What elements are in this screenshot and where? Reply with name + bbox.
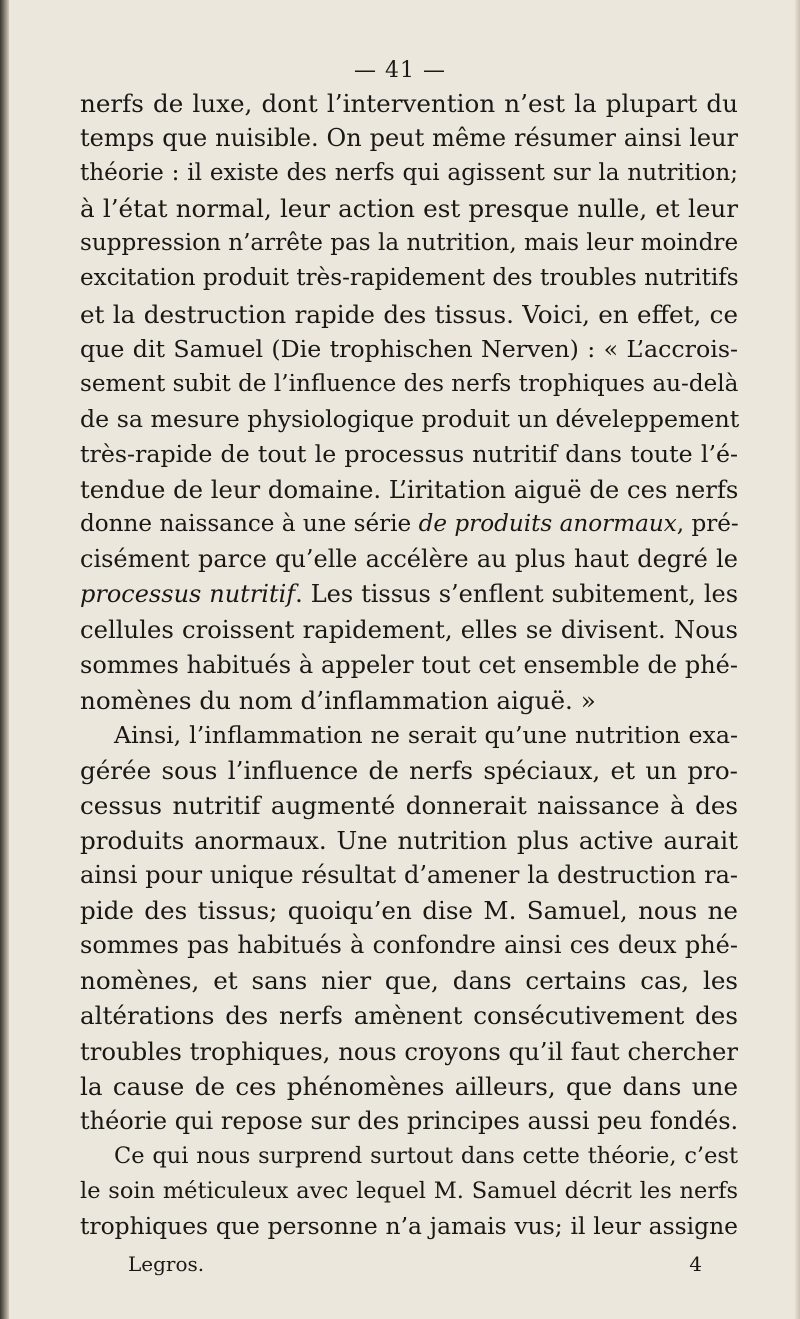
text-segment: sommes pas habitués à confondre ainsi ces deux phé- xyxy=(80,931,738,960)
text-line xyxy=(80,577,738,612)
text-segment: sommes habitués à appeler tout cet ensemble de phé- xyxy=(80,650,738,679)
text-segment: cessus nutritif augmenté donnerait naissance à des xyxy=(80,790,738,820)
page-footer xyxy=(128,1252,702,1282)
text-line xyxy=(80,1174,738,1209)
text-segment: de sa mesure physiologique produit un déveleppement xyxy=(80,404,740,433)
text-segment: , pré- xyxy=(676,511,739,538)
text-segment: nomènes, et sans nier que, dans certains cas, les xyxy=(80,966,738,996)
text-segment: et la destruction rapide des tissus. Voici, en effet, ce xyxy=(80,299,738,329)
text-line xyxy=(80,437,738,472)
text-segment: Ce qui nous surprend surtout dans cette théorie, c’est xyxy=(114,1142,738,1169)
text-line xyxy=(80,1104,738,1139)
text-segment: cellules croissent rapidement, elles se divisent. Nous xyxy=(80,615,738,645)
text-line xyxy=(80,121,738,156)
text-line xyxy=(80,753,738,788)
text-segment: suppression n’arrête pas la nutrition, mais leur moindre xyxy=(80,230,739,257)
text-line xyxy=(80,1209,738,1244)
text-line xyxy=(80,963,738,998)
text-line xyxy=(80,718,738,753)
text-segment: trophiques que personne n’a jamais vus; il leur assigne xyxy=(80,1212,738,1240)
text-segment: théorie qui repose sur des principes aussi peu fondés. xyxy=(80,1106,739,1135)
text-segment: temps que nuisible. On peut même résumer ainsi leur xyxy=(80,124,738,153)
text-line xyxy=(80,1139,738,1174)
text-segment: gérée sous l’influence de nerfs spéciaux, et un pro- xyxy=(80,755,738,785)
text-segment: nerfs de luxe, dont l’intervention n’est la plupart du xyxy=(80,89,738,118)
body-text xyxy=(80,86,738,1244)
text-line xyxy=(80,788,738,823)
text-line xyxy=(80,542,738,577)
text-segment: altérations des nerfs amènent consécutivement des xyxy=(80,1001,738,1031)
text-line xyxy=(80,823,738,858)
text-line xyxy=(80,648,738,683)
page-binding-edge xyxy=(0,0,9,1319)
text-segment: tendue de leur domaine. L’iritation aiguë de ces nerfs xyxy=(80,475,739,505)
text-line xyxy=(80,928,738,963)
text-line xyxy=(80,858,738,893)
text-segment: très-rapide de tout le processus nutritif dans toute l’é- xyxy=(80,439,738,468)
text-segment: nomènes du nom d’inflammation aiguë. » xyxy=(80,685,596,715)
text-segment: cisément parce qu’elle accélère au plus haut degré le xyxy=(80,545,738,574)
sheet-number: 4 xyxy=(689,1252,702,1276)
text-line xyxy=(80,683,738,718)
text-line xyxy=(80,402,738,437)
text-line xyxy=(80,226,738,261)
text-segment: . Les tissus s’enflent subitement, les xyxy=(295,580,739,609)
text-line xyxy=(80,893,738,928)
text-segment: à l’état normal, leur action est presque nulle, et leur xyxy=(80,194,738,224)
text-line xyxy=(80,1069,738,1104)
page-outer-edge xyxy=(794,0,800,1319)
text-line xyxy=(80,367,738,402)
text-line xyxy=(80,86,738,121)
text-line xyxy=(80,261,738,296)
text-line xyxy=(80,156,738,191)
text-segment: sement subit de l’influence des nerfs trophiques au-delà xyxy=(80,370,739,397)
text-line xyxy=(80,191,738,226)
text-segment: troubles trophiques, nous croyons qu’il faut chercher xyxy=(80,1036,738,1066)
text-segment: donne naissance à une série xyxy=(80,511,419,538)
page-number: — 41 — xyxy=(354,58,446,83)
text-segment: la cause de ces phénomènes ailleurs, que dans une xyxy=(80,1071,738,1101)
text-line xyxy=(80,332,738,367)
text-segment: le soin méticuleux avec lequel M. Samuel décrit les nerfs xyxy=(80,1177,738,1204)
text-line xyxy=(80,612,738,647)
signature-mark: Legros. xyxy=(128,1252,205,1276)
italic-phrase: processus nutritif xyxy=(80,580,296,609)
text-segment: que dit Samuel (Die trophischen Nerven) : « L’accrois- xyxy=(80,334,738,363)
italic-phrase: de produits anormaux xyxy=(418,511,677,538)
text-line xyxy=(80,472,738,507)
text-line xyxy=(80,998,738,1033)
text-line xyxy=(80,1034,738,1069)
text-segment: produits anormaux. Une nutrition plus active aurait xyxy=(80,825,738,855)
text-segment: Ainsi, l’inflammation ne serait qu’une nutrition exa- xyxy=(114,720,738,749)
text-segment: théorie : il existe des nerfs qui agissent sur la nutrition; xyxy=(80,160,738,187)
text-line xyxy=(80,507,738,542)
text-segment: pide des tissus; quoiqu’en dise M. Samuel, nous ne xyxy=(80,896,738,926)
text-segment: excitation produit très-rapidement des troubles nutritifs xyxy=(80,265,739,292)
text-segment: ainsi pour unique résultat d’amener la destruction ra- xyxy=(80,861,738,890)
text-line xyxy=(80,297,738,332)
